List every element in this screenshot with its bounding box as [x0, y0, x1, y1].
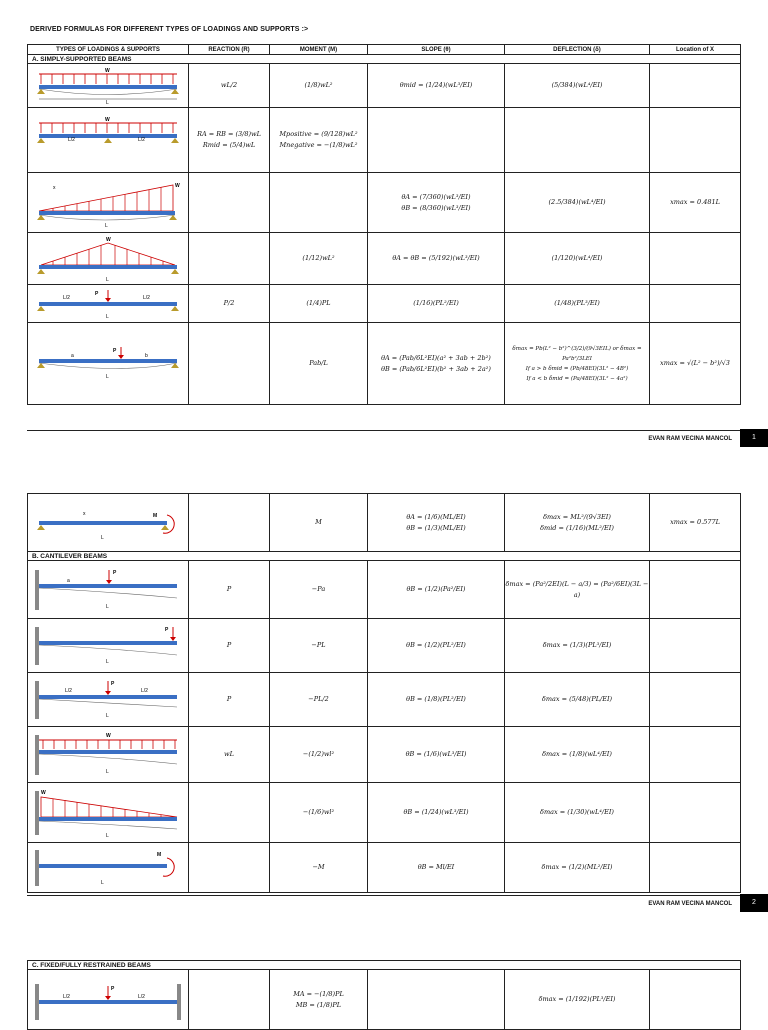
cell-slope: θB = (1/2)(PL²/EI) — [368, 619, 505, 673]
table-row — [28, 323, 741, 405]
formula-table-page1 — [27, 44, 741, 405]
cantilever-figure-mid-load — [28, 673, 189, 727]
cell-location-x — [650, 233, 741, 285]
svg-text:L/2: L/2 — [63, 993, 70, 1000]
section-row — [28, 961, 741, 970]
table-header-row — [28, 45, 741, 55]
svg-text:L/2: L/2 — [63, 294, 70, 301]
load-label: W — [105, 67, 110, 74]
cell-deflection: δmax = Pb(L² − b²)^(3/2)/(9√3EIL) or δmax = Pa²b²/3LEI If a > b δmid = (Pb/48EI)(3L² − 4B²) If a < b δmid = (Pa/48EI)(3L² − 4a²) — [505, 323, 650, 405]
cell-location-x — [650, 64, 741, 108]
table-row — [28, 619, 741, 673]
cantilever-figure-point-load-a — [28, 561, 189, 619]
cell-slope: θB = (1/2)(Pa²/EI) — [368, 561, 505, 619]
header-moment: MOMENT (M) — [270, 45, 368, 55]
cell-location-x — [650, 673, 741, 727]
svg-text:L/2: L/2 — [143, 294, 150, 301]
svg-text:W: W — [41, 789, 46, 796]
cell-location-x — [650, 285, 741, 323]
svg-text:M: M — [153, 512, 158, 519]
cell-moment: Pab/L — [270, 323, 368, 405]
cell-deflection: δmax = (5/48)(PL/EI) — [505, 673, 650, 727]
cell-moment: (1/12)wL² — [270, 233, 368, 285]
section-simply-supported: A. SIMPLY-SUPPORTED BEAMS — [28, 55, 741, 64]
cell-moment: (1/4)PL — [270, 285, 368, 323]
cell-reaction: RA = RB = (3/8)wL Rmid = (5/4)wL — [189, 108, 270, 173]
svg-text:x: x — [53, 184, 56, 191]
cell-deflection: δmax = (1/192)(PL³/EI) — [505, 970, 650, 1030]
cantilever-figure-triangular-load — [28, 783, 189, 843]
cell-location-x — [650, 843, 741, 893]
svg-text:W: W — [175, 182, 180, 189]
table-row — [28, 494, 741, 552]
table-row — [28, 108, 741, 173]
cell-moment: Mpositive = (9/128)wL² Mnegative = −(1/8)wL² — [270, 108, 368, 173]
cell-reaction — [189, 783, 270, 843]
cell-location-x — [650, 727, 741, 783]
cell-slope: θB = Ml/EI — [368, 843, 505, 893]
svg-text:L: L — [106, 832, 109, 839]
cell-moment: −PL — [270, 619, 368, 673]
page-number-1: 1 — [740, 429, 768, 447]
svg-text:W: W — [106, 236, 111, 243]
cantilever-figure-end-load — [28, 619, 189, 673]
cell-deflection — [505, 108, 650, 173]
header-reaction: REACTION (R) — [189, 45, 270, 55]
author-name: EVAN RAM VECINA MANCOL — [648, 436, 732, 442]
beam-figure-udl — [28, 64, 189, 108]
svg-text:P: P — [111, 985, 115, 992]
section-row — [28, 55, 741, 64]
svg-text:L: L — [105, 222, 108, 229]
cell-slope: θA = θB = (5/192)(wL³/EI) — [368, 233, 505, 285]
cell-location-x: xmax = 0.481L — [650, 173, 741, 233]
svg-text:P: P — [113, 569, 117, 576]
cell-location-x — [650, 970, 741, 1030]
table-row — [28, 843, 741, 893]
cell-deflection: δmax = (Pa²/2EI)(L − a/3) = (Pa²/6EI)(3L − a) — [505, 561, 650, 619]
cell-deflection: (2.5/384)(wL⁴/EI) — [505, 173, 650, 233]
beam-figure-triangular-load — [28, 173, 189, 233]
cell-slope: θmid = (1/24)(wL³/EI) — [368, 64, 505, 108]
section-row — [28, 552, 741, 561]
cell-reaction — [189, 970, 270, 1030]
page-footer-2 — [27, 895, 756, 908]
cell-reaction — [189, 494, 270, 552]
cell-reaction: P — [189, 619, 270, 673]
cell-moment: −(1/2)wl² — [270, 727, 368, 783]
table-row — [28, 970, 741, 1030]
header-types: TYPES OF LOADINGS & SUPPORTS — [28, 45, 189, 55]
cell-location-x: xmax = √(L² − b²)/√3 — [650, 323, 741, 405]
cell-deflection: δmax = (1/30)(wL⁴/EI) — [505, 783, 650, 843]
document-title: DERIVED FORMULAS FOR DIFFERENT TYPES OF LOADINGS AND SUPPORTS :> — [30, 26, 309, 33]
section-fixed: C. FIXED/FULLY RESTRAINED BEAMS — [28, 961, 741, 970]
cell-slope: θB = (1/8)(PL²/EI) — [368, 673, 505, 727]
cantilever-figure-end-moment — [28, 843, 189, 893]
svg-text:L/2: L/2 — [141, 687, 148, 694]
svg-text:P: P — [95, 290, 99, 297]
cell-moment: MA = −(1/8)PL MB = (1/8)PL — [270, 970, 368, 1030]
svg-text:L: L — [106, 658, 109, 665]
cell-moment: (1/8)wL² — [270, 64, 368, 108]
fixed-beam-figure-center-load — [28, 970, 189, 1030]
svg-text:L: L — [106, 276, 109, 283]
table-row — [28, 673, 741, 727]
table-row — [28, 233, 741, 285]
page-footer-1 — [27, 430, 756, 443]
cell-slope: θA = (1/6)(ML/EI) θB = (1/3)(ML/EI) — [368, 494, 505, 552]
cell-reaction: wL/2 — [189, 64, 270, 108]
cell-slope: (1/16)(PL²/EI) — [368, 285, 505, 323]
cell-moment: M — [270, 494, 368, 552]
cell-slope: θA = (Pab/6L²EI)(a² + 3ab + 2b²) θB = (Pab/6L²EI)(b² + 3ab + 2a²) — [368, 323, 505, 405]
beam-figure-end-moment — [28, 494, 189, 552]
svg-text:L: L — [101, 534, 104, 541]
span-label: L — [106, 99, 109, 106]
cell-slope: θB = (1/6)(wL³/EI) — [368, 727, 505, 783]
cell-deflection: δmax = (1/2)(ML²/EI) — [505, 843, 650, 893]
svg-text:L: L — [101, 879, 104, 886]
cell-slope — [368, 108, 505, 173]
cell-deflection: (1/120)(wL⁴/EI) — [505, 233, 650, 285]
svg-text:L/2: L/2 — [138, 137, 145, 143]
beam-figure-center-point-load — [28, 285, 189, 323]
cell-slope — [368, 970, 505, 1030]
svg-text:L: L — [106, 373, 109, 380]
svg-text:L/2: L/2 — [65, 687, 72, 694]
svg-text:L: L — [106, 603, 109, 610]
cell-slope: θA = (7/360)(wL³/EI) θB = (8/360)(wL³/EI) — [368, 173, 505, 233]
cell-moment — [270, 173, 368, 233]
cell-moment: −PL/2 — [270, 673, 368, 727]
cell-deflection: δmax = (1/3)(PL³/EI) — [505, 619, 650, 673]
cell-location-x: xmax = 0.577L — [650, 494, 741, 552]
cell-slope: θB = (1/24)(wL³/EI) — [368, 783, 505, 843]
cell-moment: −M — [270, 843, 368, 893]
cell-deflection: δmax = (1/8)(wL⁴/EI) — [505, 727, 650, 783]
author-name: EVAN RAM VECINA MANCOL — [648, 901, 732, 907]
cell-moment: −(1/6)wl² — [270, 783, 368, 843]
cell-reaction — [189, 323, 270, 405]
cell-deflection: (5/384)(wL⁴/EI) — [505, 64, 650, 108]
svg-text:a: a — [71, 352, 74, 359]
page-number-2: 2 — [740, 894, 768, 912]
svg-text:x: x — [83, 510, 86, 517]
svg-text:W: W — [106, 732, 111, 739]
table-row — [28, 783, 741, 843]
cell-reaction: wL — [189, 727, 270, 783]
table-row — [28, 64, 741, 108]
svg-text:L: L — [106, 712, 109, 719]
cell-deflection: (1/48)(PL³/EI) — [505, 285, 650, 323]
svg-text:P: P — [165, 626, 169, 633]
svg-text:b: b — [145, 352, 148, 359]
table-row — [28, 727, 741, 783]
cell-location-x — [650, 619, 741, 673]
svg-text:P: P — [111, 680, 115, 687]
cantilever-figure-udl — [28, 727, 189, 783]
svg-text:W: W — [105, 117, 110, 123]
svg-text:L/2: L/2 — [68, 137, 75, 143]
cell-reaction — [189, 173, 270, 233]
header-deflection: DEFLECTION (δ) — [505, 45, 650, 55]
cell-location-x — [650, 561, 741, 619]
cell-location-x — [650, 108, 741, 173]
cell-reaction: P — [189, 673, 270, 727]
cell-reaction: P — [189, 561, 270, 619]
cell-reaction — [189, 843, 270, 893]
cell-deflection: δmax = ML²/(9√3EI) δmid = (1/16)(ML²/EI) — [505, 494, 650, 552]
beam-figure-symmetric-triangular — [28, 233, 189, 285]
formula-table-page3 — [27, 960, 741, 1030]
table-row — [28, 173, 741, 233]
cell-reaction: P/2 — [189, 285, 270, 323]
cell-moment: −Pa — [270, 561, 368, 619]
table-row — [28, 285, 741, 323]
svg-text:L: L — [106, 768, 109, 775]
section-cantilever: B. CANTILEVER BEAMS — [28, 552, 741, 561]
svg-text:M: M — [157, 851, 162, 858]
header-slope: SLOPE (θ) — [368, 45, 505, 55]
svg-text:P: P — [113, 347, 117, 354]
cell-location-x — [650, 783, 741, 843]
formula-table-page2 — [27, 493, 741, 893]
cell-reaction — [189, 233, 270, 285]
beam-figure-eccentric-point-load — [28, 323, 189, 405]
beam-figure-continuous-udl — [28, 108, 189, 173]
table-row — [28, 561, 741, 619]
svg-text:L/2: L/2 — [138, 993, 145, 1000]
svg-text:a: a — [67, 577, 70, 584]
header-location-x: Location of X — [650, 45, 741, 55]
svg-text:L: L — [106, 313, 109, 320]
